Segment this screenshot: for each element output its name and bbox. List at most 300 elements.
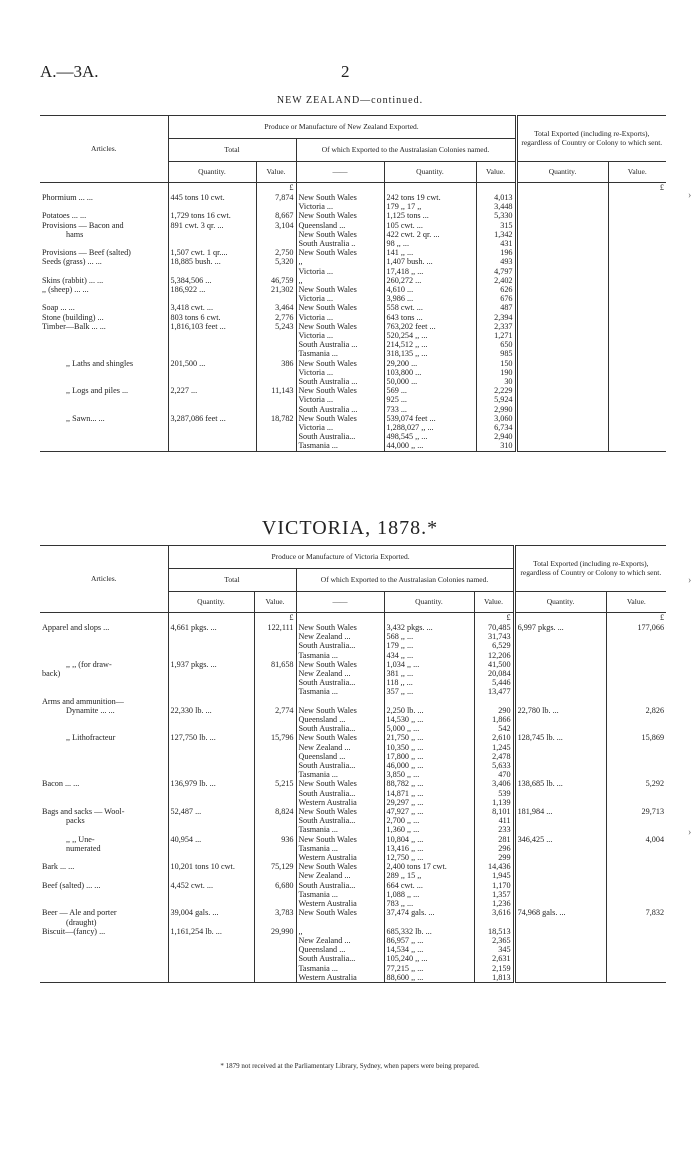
- cell-col-qty: 569 ...: [384, 386, 476, 395]
- cell-article: [40, 405, 168, 414]
- cell-col-val: 5,633: [474, 761, 514, 770]
- cell-colony: New South Wales: [296, 193, 384, 202]
- cell-quantity: [168, 377, 256, 386]
- cell-colony: New South Wales: [296, 322, 384, 331]
- cell-colony: Victoria ...: [296, 294, 384, 303]
- pound-sign: £: [256, 183, 296, 194]
- cell-tv: [606, 641, 666, 650]
- cell-quantity: 10,201 tons 10 cwt.: [168, 862, 254, 871]
- cell-tq: 6,997 pkgs. ...: [514, 623, 606, 632]
- cell-colony: New South Wales: [296, 706, 384, 715]
- cell-value: [256, 239, 296, 248]
- cell-tv: [606, 816, 666, 825]
- cell-colony: South Australia...: [296, 678, 384, 687]
- cell-value: [256, 294, 296, 303]
- cell-quantity: [168, 945, 254, 954]
- cell-value: 75,129: [254, 862, 296, 871]
- table-row: [40, 239, 666, 248]
- table-row: [40, 908, 666, 917]
- cell-colony: New South Wales: [296, 386, 384, 395]
- cell-quantity: [168, 871, 254, 880]
- cell-tv: [606, 927, 666, 936]
- cell-article: [40, 954, 168, 963]
- cell-quantity: [168, 789, 254, 798]
- cell-quantity: [168, 816, 254, 825]
- cell-quantity: [168, 770, 254, 779]
- cell-col-qty: 47,927 ,, ...: [384, 807, 474, 816]
- cell-colony: South Australia...: [296, 641, 384, 650]
- header-total-value: Value.: [627, 166, 647, 176]
- cell-tq: 22,780 lb. ...: [514, 706, 606, 715]
- cell-tv: [606, 789, 666, 798]
- cell-quantity: 3,287,086 feet ...: [168, 414, 256, 423]
- cell-colony: Tasmania ...: [296, 770, 384, 779]
- cell-col-val: 1,813: [474, 973, 514, 983]
- cell-quantity: 803 tons 6 cwt.: [168, 313, 256, 322]
- cell-col-qty: 381 ,, ...: [384, 669, 474, 678]
- cell-article: [40, 678, 168, 687]
- cell-tq: [514, 789, 606, 798]
- header-total: Total: [168, 139, 296, 162]
- cell-tv: [606, 669, 666, 678]
- cell-value: [254, 715, 296, 724]
- cell-col-qty: 44,000 ,, ...: [384, 441, 476, 451]
- cell-col-val: 411: [474, 816, 514, 825]
- header-total-quantity: Quantity.: [514, 592, 606, 613]
- table-row: [40, 193, 666, 202]
- pound-sign: £: [659, 613, 665, 622]
- cell-tq: [516, 294, 608, 303]
- cell-quantity: 4,452 cwt. ...: [168, 881, 254, 890]
- cell-col-qty: 179 ,, 17 ,,: [384, 202, 476, 211]
- cell-tq: [514, 752, 606, 761]
- cell-col-val: 470: [474, 770, 514, 779]
- cell-colony: Tasmania ...: [296, 964, 384, 973]
- cell-col-qty: 141 ,, ...: [384, 248, 476, 257]
- cell-colony: New Zealand ...: [296, 936, 384, 945]
- cell-col-qty: 3,432 pkgs. ...: [384, 623, 474, 632]
- cell-col-qty: 434 ,, ...: [384, 651, 474, 660]
- cell-value: [254, 669, 296, 678]
- cell-tq: [514, 945, 606, 954]
- cell-value: [256, 349, 296, 358]
- cell-article: [40, 687, 168, 696]
- cell-col-val: 2,229: [476, 386, 516, 395]
- cell-col-qty: [384, 697, 474, 706]
- cell-col-val: 196: [476, 248, 516, 257]
- cell-col-qty: 357 ,, ...: [384, 687, 474, 696]
- cell-tv: [608, 359, 666, 368]
- cell-col-val: 1,245: [474, 743, 514, 752]
- cell-col-val: 31,743: [474, 632, 514, 641]
- cell-quantity: 39,004 gals. ...: [168, 908, 254, 917]
- cell-tq: [516, 257, 608, 266]
- cell-article: [40, 377, 168, 386]
- cell-article: Bags and sacks — Wool-: [40, 807, 168, 816]
- cell-tq: [514, 890, 606, 899]
- header-colony: ——: [296, 162, 384, 183]
- cell-colony: Tasmania ...: [296, 651, 384, 660]
- cell-value: [254, 871, 296, 880]
- table-row: [40, 423, 666, 432]
- cell-col-val: 2,159: [474, 964, 514, 973]
- cell-col-val: 626: [476, 285, 516, 294]
- cell-col-qty: 733 ...: [384, 405, 476, 414]
- cell-tq: 74,968 gals. ...: [514, 908, 606, 917]
- cell-col-val: 30: [476, 377, 516, 386]
- cell-value: [256, 267, 296, 276]
- cell-tv: [606, 918, 666, 927]
- cell-tv: [608, 202, 666, 211]
- cell-colony: Victoria ...: [296, 395, 384, 404]
- cell-quantity: [168, 890, 254, 899]
- cell-article: [40, 964, 168, 973]
- cell-tv: [606, 973, 666, 983]
- cell-col-val: 2,940: [476, 432, 516, 441]
- new-zealand-table-body: [40, 183, 666, 452]
- cell-article: [40, 715, 168, 724]
- table-row: [40, 835, 666, 844]
- cell-tq: [516, 202, 608, 211]
- header-exported-to: Of which Exported to the Australasian Colonies named.: [296, 569, 514, 592]
- cell-tq: [516, 313, 608, 322]
- cell-colony: South Australia...: [296, 954, 384, 963]
- cell-col-qty: 260,272 ...: [384, 276, 476, 285]
- cell-tq: [516, 359, 608, 368]
- table-row: [40, 964, 666, 973]
- cell-col-val: 345: [474, 945, 514, 954]
- cell-quantity: [168, 405, 256, 414]
- cell-col-val: 150: [476, 359, 516, 368]
- cell-tv: [608, 211, 666, 220]
- cell-colony: Tasmania ...: [296, 687, 384, 696]
- cell-col-qty: 289 ,, 15 ,,: [384, 871, 474, 880]
- cell-col-qty: 118 ,, ...: [384, 678, 474, 687]
- table-row: [40, 395, 666, 404]
- cell-col-qty: 664 cwt. ...: [384, 881, 474, 890]
- table-row: [40, 441, 666, 451]
- cell-article: [40, 899, 168, 908]
- header-produce: Produce or Manufacture of New Zealand Exported.: [168, 116, 516, 139]
- table-row: [40, 267, 666, 276]
- table-row: [40, 890, 666, 899]
- cell-article: [40, 724, 168, 733]
- cell-colony: Victoria ...: [296, 368, 384, 377]
- cell-tv: [606, 660, 666, 669]
- cell-col-qty: 103,800 ...: [384, 368, 476, 377]
- cell-tv: 7,832: [645, 908, 665, 918]
- cell-quantity: [168, 294, 256, 303]
- cell-quantity: [168, 669, 254, 678]
- cell-tv: [606, 844, 666, 853]
- cell-tq: 346,425 ...: [514, 835, 606, 844]
- cell-quantity: 1,507 cwt. 1 qr....: [168, 248, 256, 257]
- cell-quantity: [168, 825, 254, 834]
- cell-tq: [514, 687, 606, 696]
- cell-col-qty: 1,360 ,, ...: [384, 825, 474, 834]
- cell-colony: New South Wales: [296, 623, 384, 632]
- cell-col-val: 281: [474, 835, 514, 844]
- cell-colony: South Australia...: [296, 789, 384, 798]
- cell-article: [40, 890, 168, 899]
- cell-col-qty: 643 tons ...: [384, 313, 476, 322]
- cell-col-qty: 13,416 ,, ...: [384, 844, 474, 853]
- cell-value: 3,783: [254, 908, 296, 917]
- cell-value: [254, 798, 296, 807]
- cell-tv: [608, 368, 666, 377]
- cell-tq: [516, 441, 608, 451]
- cell-article: Beer — Ale and porter: [40, 908, 168, 917]
- cell-quantity: 1,161,254 lb. ...: [168, 927, 254, 936]
- cell-value: [254, 936, 296, 945]
- cell-article: [40, 936, 168, 945]
- cell-col-val: 8,101: [474, 807, 514, 816]
- cell-colony: New Zealand ...: [296, 871, 384, 880]
- cell-tq: [516, 267, 608, 276]
- header-colony: ——: [296, 592, 384, 613]
- cell-col-val: 1,170: [474, 881, 514, 890]
- cell-col-val: 310: [476, 441, 516, 451]
- cell-col-val: 3,060: [476, 414, 516, 423]
- cell-value: 7,874: [256, 193, 296, 202]
- cell-colony: Victoria ...: [296, 423, 384, 432]
- cell-colony: South Australia...: [296, 432, 384, 441]
- table-row: [40, 303, 666, 312]
- cell-colony: Queensland ...: [296, 221, 384, 230]
- cell-col-val: 5,446: [474, 678, 514, 687]
- cell-tv: [606, 853, 666, 862]
- cell-col-qty: 21,750 ,, ...: [384, 733, 474, 742]
- cell-article: Bacon ... ...: [40, 779, 168, 788]
- cell-col-val: 2,631: [474, 954, 514, 963]
- cell-article: Arms and ammunition—: [40, 697, 168, 706]
- cell-quantity: 18,885 bush. ...: [168, 257, 256, 266]
- cell-value: [256, 331, 296, 340]
- table-row: [40, 349, 666, 358]
- cell-tq: [516, 414, 608, 423]
- cell-tv: 4,004: [645, 834, 665, 844]
- table-row: [40, 230, 666, 239]
- cell-col-qty: 318,135 ,, ...: [384, 349, 476, 358]
- cell-colony: Victoria ...: [296, 202, 384, 211]
- cell-article: [40, 798, 168, 807]
- cell-value: 46,759: [256, 276, 296, 285]
- cell-quantity: [168, 331, 256, 340]
- cell-col-qty: 242 tons 19 cwt.: [384, 193, 476, 202]
- cell-col-qty: 77,215 ,, ...: [384, 964, 474, 973]
- cell-colony: New South Wales: [296, 660, 384, 669]
- cell-tq: [516, 276, 608, 285]
- cell-tq: 128,745 lb. ...: [514, 733, 606, 742]
- cell-value: [254, 641, 296, 650]
- margin-mark: ›: [688, 827, 692, 838]
- table-row: [40, 752, 666, 761]
- cell-tv: [608, 248, 666, 257]
- cell-value: 81,658: [254, 660, 296, 669]
- table-row: [40, 715, 666, 724]
- cell-value: 8,667: [256, 211, 296, 220]
- table-row: [40, 660, 666, 669]
- table-row: [40, 954, 666, 963]
- cell-col-qty: 86,957 ,, ...: [384, 936, 474, 945]
- cell-quantity: [168, 687, 254, 696]
- cell-colony: Tasmania ...: [296, 349, 384, 358]
- cell-col-val: 299: [474, 853, 514, 862]
- cell-tq: [514, 660, 606, 669]
- cell-article: [40, 973, 168, 983]
- cell-tv: [608, 386, 666, 395]
- table-row: [40, 899, 666, 908]
- table-row: [40, 733, 666, 742]
- header-colony-value: Value.: [476, 162, 516, 183]
- cell-colony: New Zealand ...: [296, 669, 384, 678]
- cell-article: [40, 770, 168, 779]
- cell-tv: 29,713: [641, 807, 665, 817]
- header-colony-value: Value.: [474, 592, 514, 613]
- cell-article: Skins (rabbit) ... ...: [40, 276, 168, 285]
- cell-col-qty: 105,240 ,, ...: [384, 954, 474, 963]
- cell-value: [254, 651, 296, 660]
- document-id: A.—3A.: [40, 62, 99, 81]
- cell-col-val: 2,365: [474, 936, 514, 945]
- cell-quantity: [168, 964, 254, 973]
- cell-article: Seeds (grass) ... ...: [40, 257, 168, 266]
- table-row: [40, 623, 666, 632]
- cell-quantity: [168, 743, 254, 752]
- cell-tq: [516, 211, 608, 220]
- cell-tv: [606, 687, 666, 696]
- cell-quantity: [168, 798, 254, 807]
- header-quantity: Quantity.: [168, 162, 256, 183]
- cell-tq: [516, 349, 608, 358]
- cell-col-val: 190: [476, 368, 516, 377]
- cell-article: [40, 368, 168, 377]
- cell-tv: [608, 395, 666, 404]
- table-row: [40, 743, 666, 752]
- cell-col-val: 431: [476, 239, 516, 248]
- cell-article: [40, 825, 168, 834]
- cell-tv: [606, 899, 666, 908]
- cell-quantity: [168, 697, 254, 706]
- table-row: [40, 724, 666, 733]
- cell-quantity: 40,954 ...: [168, 835, 254, 844]
- cell-quantity: 201,500 ...: [168, 359, 256, 368]
- section-title-new-zealand: NEW ZEALAND—continued.: [276, 95, 424, 106]
- cell-article: packs: [40, 816, 168, 825]
- cell-article: [40, 349, 168, 358]
- cell-tv: [606, 752, 666, 761]
- cell-value: [254, 890, 296, 899]
- cell-article: Stone (building) ...: [40, 313, 168, 322]
- cell-col-qty: 558 cwt. ...: [384, 303, 476, 312]
- cell-col-val: 1,866: [474, 715, 514, 724]
- cell-tq: [514, 715, 606, 724]
- cell-col-qty: 98 ,, ...: [384, 239, 476, 248]
- cell-quantity: [168, 973, 254, 983]
- cell-col-val: 676: [476, 294, 516, 303]
- cell-quantity: [168, 349, 256, 358]
- cell-tv: [608, 221, 666, 230]
- cell-tq: [516, 368, 608, 377]
- cell-tv: [608, 276, 666, 285]
- cell-article: Dynamite ... ...: [40, 706, 168, 715]
- cell-colony: South Australia...: [296, 724, 384, 733]
- cell-col-val: 487: [476, 303, 516, 312]
- cell-tq: [514, 798, 606, 807]
- cell-col-val: 985: [476, 349, 516, 358]
- cell-colony: New South Wales: [296, 779, 384, 788]
- cell-tq: [514, 844, 606, 853]
- cell-col-val: 20,084: [474, 669, 514, 678]
- cell-article: [40, 789, 168, 798]
- new-zealand-table: [40, 115, 666, 452]
- cell-tq: [514, 825, 606, 834]
- header-produce: Produce or Manufacture of Victoria Exported.: [168, 546, 514, 569]
- cell-tq: [514, 881, 606, 890]
- cell-tq: [514, 954, 606, 963]
- cell-colony: Tasmania ...: [296, 441, 384, 451]
- cell-colony: New South Wales: [296, 862, 384, 871]
- cell-tq: [516, 340, 608, 349]
- table-row: [40, 973, 666, 983]
- cell-value: [254, 853, 296, 862]
- cell-tq: [516, 377, 608, 386]
- table-row: [40, 359, 666, 368]
- cell-article: ,, (sheep) ... ...: [40, 285, 168, 294]
- cell-colony: New South Wales: [296, 359, 384, 368]
- cell-tv: [606, 761, 666, 770]
- cell-quantity: [168, 432, 256, 441]
- cell-colony: [296, 697, 384, 706]
- header-total-value: Value.: [626, 596, 646, 606]
- cell-article: [40, 395, 168, 404]
- cell-colony: Victoria ...: [296, 267, 384, 276]
- table-row: [40, 807, 666, 816]
- cell-colony: Western Australia: [296, 973, 384, 983]
- cell-article: Bark ... ...: [40, 862, 168, 871]
- cell-colony: Western Australia: [296, 798, 384, 807]
- cell-colony: Queensland ...: [296, 715, 384, 724]
- cell-quantity: 186,922 ...: [168, 285, 256, 294]
- cell-col-qty: 29,297 ,, ...: [384, 798, 474, 807]
- cell-tq: [514, 918, 606, 927]
- cell-quantity: [168, 441, 256, 451]
- cell-col-qty: 17,418 ,, ...: [384, 267, 476, 276]
- header-articles: Articles.: [40, 546, 168, 613]
- cell-tq: [516, 221, 608, 230]
- cell-article: Timber—Balk ... ...: [40, 322, 168, 331]
- cell-tv: [608, 230, 666, 239]
- cell-value: [254, 724, 296, 733]
- table-row: [40, 257, 666, 266]
- cell-value: [256, 441, 296, 451]
- cell-article: (draught): [40, 918, 168, 927]
- cell-quantity: 1,816,103 feet ...: [168, 322, 256, 331]
- cell-article: ,, ,, Une-: [40, 835, 168, 844]
- cell-col-qty: 105 cwt. ...: [384, 221, 476, 230]
- cell-col-val: 296: [474, 844, 514, 853]
- cell-quantity: [168, 715, 254, 724]
- header-colony-quantity: Quantity.: [384, 162, 476, 183]
- cell-tv: [608, 239, 666, 248]
- cell-col-val: [474, 697, 514, 706]
- header-exported-to: Of which Exported to the Australasian Colonies named.: [296, 139, 516, 162]
- cell-colony: Western Australia: [296, 899, 384, 908]
- cell-article: [40, 340, 168, 349]
- cell-tv: [606, 881, 666, 890]
- cell-value: 18,782: [256, 414, 296, 423]
- cell-col-val: 1,945: [474, 871, 514, 880]
